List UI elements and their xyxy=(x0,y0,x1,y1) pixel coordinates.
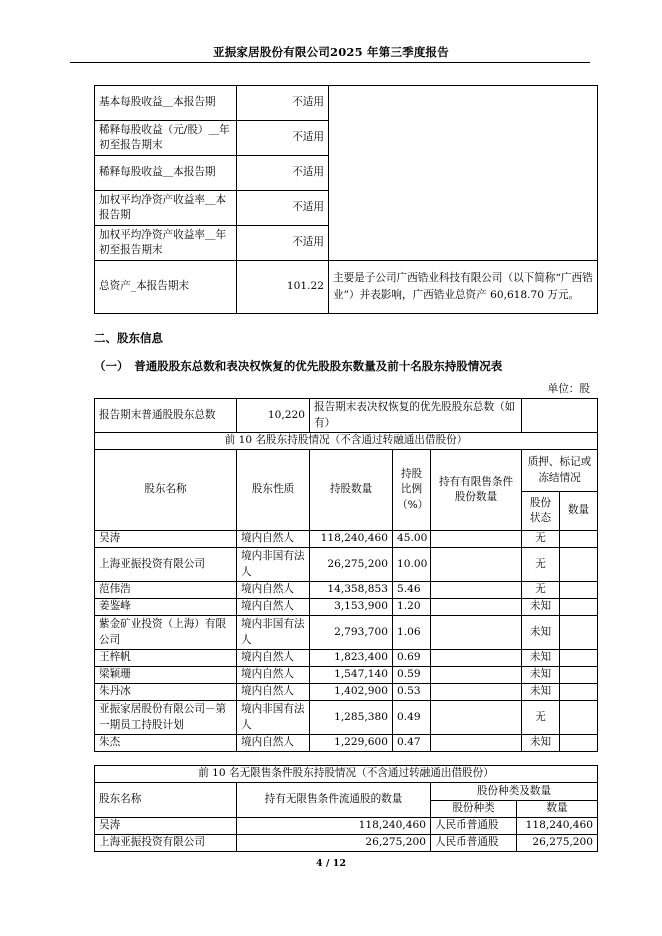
header-type-group: 股份种类及数量 xyxy=(431,783,598,801)
cell-qty xyxy=(560,735,598,752)
cell-ratio: 1.06 xyxy=(393,616,431,650)
cell-qty xyxy=(560,531,598,548)
header-pledge: 质押、标记或冻结情况 xyxy=(522,450,598,492)
header-type: 股份种类 xyxy=(431,801,517,818)
page-number: 4 / 12 xyxy=(316,858,346,869)
table-row xyxy=(95,684,598,701)
cell-shares: 2,793,700 xyxy=(310,616,393,650)
cell-status: 未知 xyxy=(522,599,560,616)
cell-restricted xyxy=(431,599,522,616)
header-nature: 股东性质 xyxy=(237,450,310,531)
cell-nature: 境内自然人 xyxy=(237,582,310,599)
cell-restricted xyxy=(431,548,522,582)
cell-qty xyxy=(560,548,598,582)
total-holders-value: 10,220 xyxy=(237,399,310,433)
table-row xyxy=(95,582,598,599)
financial-indicators-table xyxy=(94,85,598,314)
cell-status: 未知 xyxy=(522,667,560,684)
row-value: 不适用 xyxy=(237,191,329,226)
cell-status: 未知 xyxy=(522,735,560,752)
row-label: 稀释每股收益＿本报告期 xyxy=(95,156,237,191)
cell-unrestricted: 118,240,460 xyxy=(237,818,431,835)
cell-type: 人民币普通股 xyxy=(431,835,517,852)
pref-holders-value xyxy=(522,399,598,433)
row-value: 不适用 xyxy=(237,156,329,191)
note-cell-empty xyxy=(329,86,598,261)
cell-nature: 境内非国有法人 xyxy=(237,548,310,582)
cell-name: 上海亚振投资有限公司 xyxy=(95,548,237,582)
cell-name: 朱杰 xyxy=(95,735,237,752)
cell-restricted xyxy=(431,616,522,650)
cell-nature: 境内自然人 xyxy=(237,667,310,684)
header-status: 股份状态 xyxy=(522,492,560,531)
cell-qty xyxy=(560,701,598,735)
cell-type: 人民币普通股 xyxy=(431,818,517,835)
cell-qty xyxy=(560,667,598,684)
table-row xyxy=(95,548,598,582)
cell-name: 姜鉴峰 xyxy=(95,599,237,616)
cell-name: 紫金矿业投资（上海）有限公司 xyxy=(95,616,237,650)
unit-label: 单位：股 xyxy=(547,383,590,395)
unrestricted-holders-table xyxy=(94,765,598,852)
cell-nature: 境内非国有法人 xyxy=(237,701,310,735)
cell-shares: 1,402,900 xyxy=(310,684,393,701)
cell-restricted xyxy=(431,701,522,735)
cell-shares: 3,153,900 xyxy=(310,599,393,616)
cell-nature: 境内自然人 xyxy=(237,599,310,616)
cell-ratio: 0.69 xyxy=(393,650,431,667)
table-row xyxy=(95,531,598,548)
cell-status: 未知 xyxy=(522,684,560,701)
cell-name: 上海亚振投资有限公司 xyxy=(95,835,237,852)
cell-qty xyxy=(560,650,598,667)
table-row xyxy=(95,818,598,835)
row-value: 不适用 xyxy=(237,121,329,156)
header-shares: 持股数量 xyxy=(310,450,393,531)
row-label: 加权平均净资产收益率＿年初至报告期末 xyxy=(95,226,237,261)
cell-restricted xyxy=(431,650,522,667)
table-row xyxy=(95,650,598,667)
row-note: 主要是子公司广西锆业科技有限公司（以下简称“广西锆业”）并表影响，广西锆业总资产 60,618.70 万元。 xyxy=(329,261,598,314)
table-row xyxy=(95,701,598,735)
row-value: 101.22 xyxy=(237,261,329,314)
section-title: 二、股东信息 xyxy=(94,331,163,345)
cell-status: 无 xyxy=(522,701,560,735)
cell-nature: 境内自然人 xyxy=(237,735,310,752)
shareholders-table xyxy=(94,398,598,752)
cell-status: 无 xyxy=(522,582,560,599)
cell-name: 王梓帆 xyxy=(95,650,237,667)
row-value: 不适用 xyxy=(237,226,329,261)
cell-shares: 14,358,853 xyxy=(310,582,393,599)
cell-ratio: 1.20 xyxy=(393,599,431,616)
cell-nature: 境内自然人 xyxy=(237,684,310,701)
cell-shares: 118,240,460 xyxy=(310,531,393,548)
cell-qty xyxy=(560,599,598,616)
cell-qty: 26,275,200 xyxy=(517,835,598,852)
total-holders-label: 报告期末普通股股东总数 xyxy=(95,399,237,433)
cell-shares: 1,229,600 xyxy=(310,735,393,752)
cell-shares: 26,275,200 xyxy=(310,548,393,582)
header-qty: 数量 xyxy=(517,801,598,818)
cell-unrestricted: 26,275,200 xyxy=(237,835,431,852)
cell-ratio: 5.46 xyxy=(393,582,431,599)
cell-name: 梁颖珊 xyxy=(95,667,237,684)
row-label: 基本每股收益＿本报告期 xyxy=(95,86,237,121)
cell-shares: 1,285,380 xyxy=(310,701,393,735)
cell-ratio: 0.53 xyxy=(393,684,431,701)
cell-status: 未知 xyxy=(522,616,560,650)
header-name: 股东名称 xyxy=(95,450,237,531)
cell-nature: 境内非国有法人 xyxy=(237,616,310,650)
row-label: 总资产_本报告期末 xyxy=(95,261,237,314)
cell-name: 范伟浩 xyxy=(95,582,237,599)
unrestricted-title: 前 10 名无限售条件股东持股情况（不含通过转融通出借股份） xyxy=(95,766,598,783)
table-row xyxy=(95,599,598,616)
header-unrestricted: 持有无限售条件流通股的数量 xyxy=(237,783,431,818)
row-value: 不适用 xyxy=(237,86,329,121)
cell-qty: 118,240,460 xyxy=(517,818,598,835)
cell-ratio: 10.00 xyxy=(393,548,431,582)
cell-qty xyxy=(560,684,598,701)
row-label: 加权平均净资产收益率＿本报告期 xyxy=(95,191,237,226)
header-rule xyxy=(70,62,590,63)
cell-name: 亚振家居股份有限公司－第一期员工持股计划 xyxy=(95,701,237,735)
cell-name: 吴涛 xyxy=(95,531,237,548)
cell-status: 未知 xyxy=(522,650,560,667)
header-restricted: 持有有限售条件股份数量 xyxy=(431,450,522,531)
top10-title: 前 10 名股东持股情况（不含通过转融通出借股份） xyxy=(95,433,598,450)
cell-nature: 境内自然人 xyxy=(237,650,310,667)
cell-name: 吴涛 xyxy=(95,818,237,835)
row-label: 稀释每股收益（元/股）＿年初至报告期末 xyxy=(95,121,237,156)
page-header-title: 亚振家居股份有限公司2025 年第三季度报告 xyxy=(213,45,449,59)
cell-ratio: 0.49 xyxy=(393,701,431,735)
cell-restricted xyxy=(431,582,522,599)
table-row xyxy=(95,835,598,852)
table-row xyxy=(95,616,598,650)
cell-ratio: 0.47 xyxy=(393,735,431,752)
cell-ratio: 0.59 xyxy=(393,667,431,684)
cell-ratio: 45.00 xyxy=(393,531,431,548)
cell-name: 朱丹冰 xyxy=(95,684,237,701)
section-subtitle: （一） 普通股股东总数和表决权恢复的优先股股东数量及前十名股东持股情况表 xyxy=(94,359,503,373)
cell-shares: 1,547,140 xyxy=(310,667,393,684)
cell-restricted xyxy=(431,531,522,548)
header-ratio: 持股比例（%） xyxy=(393,450,431,531)
cell-qty xyxy=(560,582,598,599)
cell-qty xyxy=(560,616,598,650)
table-row xyxy=(95,667,598,684)
cell-restricted xyxy=(431,667,522,684)
cell-status: 无 xyxy=(522,531,560,548)
header-name: 股东名称 xyxy=(95,783,237,818)
cell-status: 无 xyxy=(522,548,560,582)
cell-restricted xyxy=(431,735,522,752)
header-qty: 数量 xyxy=(560,492,598,531)
table-row xyxy=(95,735,598,752)
cell-shares: 1,823,400 xyxy=(310,650,393,667)
cell-restricted xyxy=(431,684,522,701)
pref-holders-label: 报告期末表决权恢复的优先股股东总数（如有） xyxy=(310,399,522,433)
cell-nature: 境内自然人 xyxy=(237,531,310,548)
